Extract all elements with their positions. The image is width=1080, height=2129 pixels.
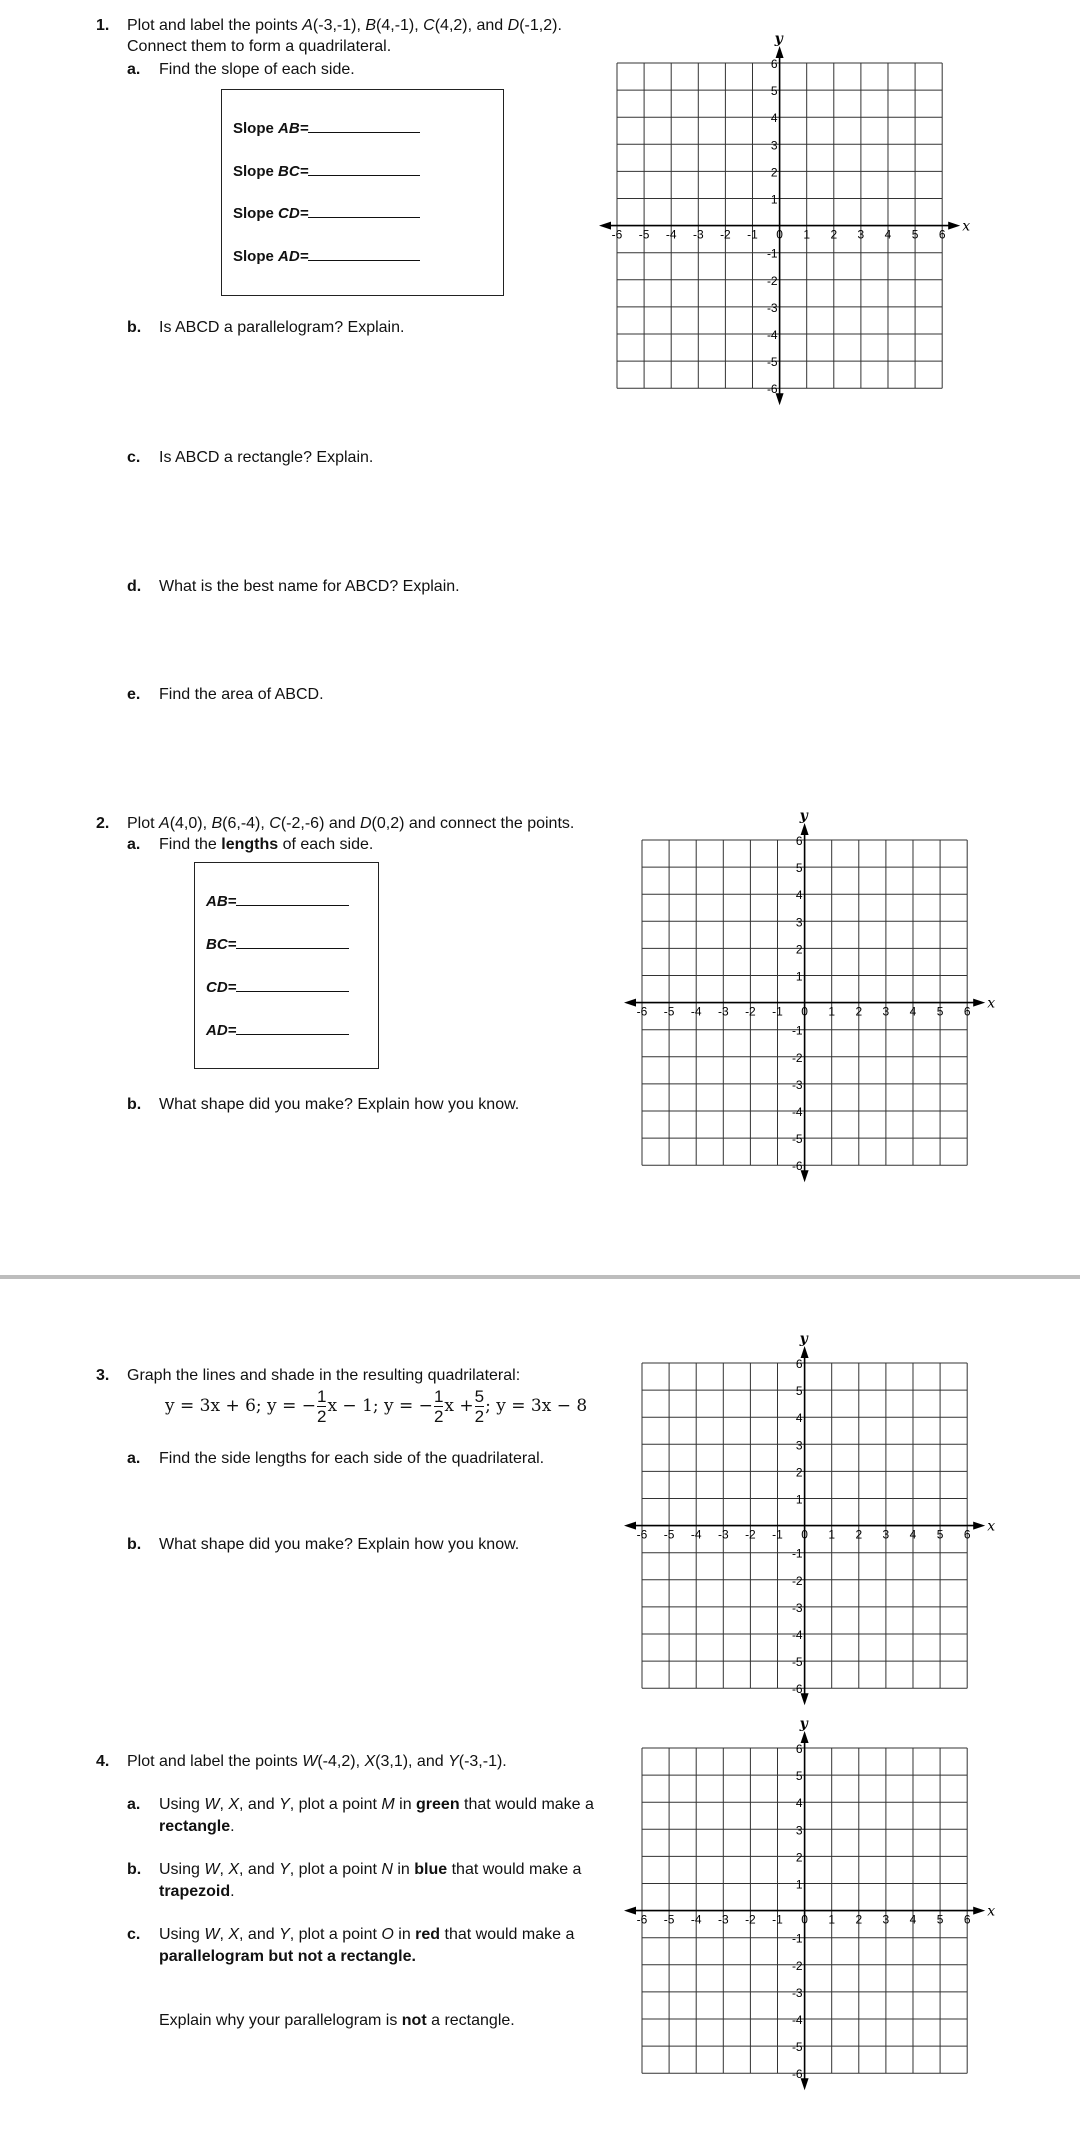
point-y-ref: Y [279,1926,290,1943]
q2b-label: b. [127,1096,142,1113]
q3b-text: What shape did you make? Explain how you know. [159,1536,520,1553]
point-b-label: B [365,17,377,34]
y-tick-label: -5 [791,1132,803,1147]
x-tick-label: -2 [745,1004,756,1019]
x-tick-label: 1 [828,1004,836,1019]
q1-text: (4,2), and [434,17,508,34]
x-tick-label: 4 [909,1527,917,1542]
y-tick-label: -4 [791,1627,803,1642]
fraction-numerator: 1 [433,1387,444,1406]
x-tick-label: -3 [692,227,704,242]
answer-blank[interactable] [236,1020,349,1035]
answer-blank[interactable] [308,203,420,218]
q1c-label: c. [127,449,141,466]
q4-explain-text: Explain why your parallelogram is [159,2012,402,2029]
x-tick-label: -6 [636,1004,648,1019]
length-answer-box [194,862,379,1069]
x-tick-label: -5 [663,1912,675,1927]
slope-bc-field[interactable] [233,161,420,180]
q4a-text: , [219,1796,229,1813]
y-tick-label: -6 [791,2067,803,2082]
point-b-label: B [211,815,223,832]
equals-sign: = [299,163,309,180]
slope-prefix: Slope [233,205,279,222]
segment-name: CD [278,205,300,222]
q4-explain-bold: not [401,2012,427,2029]
coordinate-grid-q4[interactable] [622,1715,1007,2093]
equals-sign: = [227,1022,237,1039]
length-ab-field[interactable] [206,891,349,910]
y-tick-label: 5 [770,84,778,99]
q1d-label: d. [127,578,142,595]
x-tick-label: 3 [882,1527,890,1542]
q3a-label: a. [127,1450,141,1467]
equals-sign: = [299,120,309,137]
point-x-ref: X [228,1926,240,1943]
y-tick-label: 5 [795,1384,803,1399]
y-tick-label: 2 [770,165,778,180]
slope-cd-field[interactable] [233,203,420,222]
point-c-label: C [269,815,281,832]
q1-prompt-line2: Connect them to form a quadrilateral. [127,38,392,55]
q4c-text: that would make a [440,1926,575,1943]
y-tick-label: -5 [766,355,778,370]
y-tick-label: 2 [795,942,803,957]
q1b-text: Is ABCD a parallelogram? Explain. [159,319,405,336]
equals-sign: = [227,893,237,910]
segment-name: AD [278,248,300,265]
x-tick-label: 1 [828,1912,836,1927]
point-x-ref: X [228,1796,240,1813]
y-tick-label: 2 [795,1850,803,1865]
y-tick-label: 5 [795,1769,803,1784]
q3-prompt-line1: Graph the lines and shade in the resulting quadrilateral: [127,1367,521,1384]
shape-trapezoid-word: trapezoid [159,1883,231,1900]
question-number-2: 2. [96,815,110,832]
q3b-label: b. [127,1536,142,1553]
x-tick-label: 3 [857,227,865,242]
x-tick-label: -4 [690,1004,702,1019]
q2-text: (6,-4), [222,815,270,832]
y-tick-label: 4 [795,888,803,903]
slope-prefix: Slope [233,120,279,137]
q4-explain-text: a rectangle. [426,2012,515,2029]
y-tick-label: -4 [791,2012,803,2027]
q4b-label: b. [127,1861,142,1878]
shape-parallelogram-phrase: parallelogram but not a rectangle. [159,1948,416,1965]
answer-blank[interactable] [308,161,420,176]
length-bc-field[interactable] [206,934,349,953]
y-tick-label: 4 [795,1796,803,1811]
y-tick-label: -1 [791,1931,803,1946]
point-c-label: C [423,17,435,34]
y-tick-label: 6 [795,1356,803,1371]
y-tick-label: -1 [766,246,778,261]
point-a-label: A [159,815,170,832]
y-tick-label: -2 [766,273,778,288]
length-ad-field[interactable] [206,1020,349,1039]
y-axis-label: y [799,1715,808,1732]
q4-explain [159,2011,515,2031]
q2-prompt-line1 [127,814,574,834]
y-axis-label: y [774,30,783,47]
axes [628,1350,981,1701]
equation-part: x − 1; y = − [327,1396,433,1416]
x-axis-right-arrow-icon [973,999,985,1007]
x-tick-label: 2 [855,1527,863,1542]
x-tick-label: -6 [636,1527,648,1542]
segment-name: AB [206,893,228,910]
x-tick-label: 2 [855,1004,863,1019]
point-w-ref: W [204,1796,220,1813]
y-tick-label: -4 [791,1104,803,1119]
y-tick-label: -3 [791,1600,803,1615]
point-w-ref: W [204,1926,220,1943]
answer-blank[interactable] [308,246,420,261]
slope-ab-field[interactable] [233,118,420,137]
color-blue-word: blue [414,1861,448,1878]
x-axis-right-arrow-icon [948,222,960,230]
segment-name: BC [206,936,228,953]
q4b-line2 [159,1882,235,1902]
equals-sign: = [299,248,309,265]
q1a-text: Find the slope of each side. [159,61,355,78]
q4a-line2 [159,1817,235,1837]
y-tick-label: -5 [791,2040,803,2055]
equals-sign: = [299,205,309,222]
point-w-label: W [302,1753,318,1770]
y-tick-label: 4 [770,111,778,126]
segment-name: BC [278,163,300,180]
fraction-numerator: 5 [474,1387,485,1406]
y-tick-label: 6 [770,56,778,71]
grid-svg [622,807,1007,1185]
x-tick-label: -3 [717,1912,729,1927]
x-tick-label: 0 [801,1527,808,1542]
x-tick-label: 5 [911,227,919,242]
y-tick-label: 6 [795,1741,803,1756]
x-tick-label: 3 [882,1004,890,1019]
q1d-text: What is the best name for ABCD? Explain. [159,578,460,595]
y-tick-label: 1 [795,969,803,984]
x-tick-label: -1 [772,1912,783,1927]
q4b-line1 [159,1860,581,1880]
slope-prefix: Slope [233,248,279,265]
axes [603,50,956,401]
q4a-text: . [230,1818,235,1835]
x-tick-label: 5 [936,1004,944,1019]
q1e-text: Find the area of ABCD. [159,686,324,703]
point-w-ref: W [204,1861,220,1878]
x-tick-label: 6 [963,1527,971,1542]
q3-equations [165,1388,587,1425]
y-tick-label: 3 [770,138,778,153]
x-tick-label: -4 [665,227,677,242]
x-tick-label: 0 [801,1004,808,1019]
shape-rectangle-word: rectangle [159,1818,231,1835]
q4b-text: . [230,1883,235,1900]
point-d-label: D [507,17,520,34]
y-tick-label: 2 [795,1465,803,1480]
q2-text: Plot [127,815,160,832]
equation-part: x + [444,1396,474,1416]
x-tick-label: 2 [830,227,838,242]
x-tick-label: 3 [882,1912,890,1927]
segment-name: CD [206,979,228,996]
q4a-label: a. [127,1796,141,1813]
x-tick-label: -5 [663,1004,675,1019]
q1-text: (-3,-1), [312,17,366,34]
y-tick-label: -2 [791,1573,803,1588]
x-tick-label: 1 [803,227,811,242]
x-tick-label: -3 [717,1004,729,1019]
question-number-3: 3. [96,1367,110,1384]
q4a-text: Using [159,1796,205,1813]
axes [628,1735,981,2086]
q4a-line1 [159,1795,594,1815]
x-axis-label: x [987,1903,996,1920]
x-tick-label: -6 [611,227,623,242]
x-tick-label: 4 [909,1912,917,1927]
y-tick-label: -5 [791,1655,803,1670]
answer-blank[interactable] [236,977,349,992]
coordinate-grid-q3[interactable] [622,1330,1007,1708]
q4-text: (3,1), and [375,1753,449,1770]
x-axis-right-arrow-icon [973,1522,985,1530]
point-a-label: A [302,17,313,34]
x-axis-left-arrow-icon [624,1907,636,1915]
q1e-label: e. [127,686,141,703]
q4c-text: , and [239,1926,280,1943]
y-tick-label: 3 [795,915,803,930]
q1a-label: a. [127,61,141,78]
y-tick-label: 4 [795,1411,803,1426]
x-tick-label: 5 [936,1912,944,1927]
x-tick-label: 6 [963,1004,971,1019]
q4c-text: , [219,1926,229,1943]
axes [628,827,981,1178]
x-tick-label: 1 [828,1527,836,1542]
y-tick-label: -2 [791,1050,803,1065]
y-tick-label: -4 [766,327,778,342]
q2-text: (-2,-6) and [280,815,360,832]
y-tick-label: 1 [770,192,778,207]
q1-text: Plot and label the points [127,17,303,34]
x-tick-label: 6 [963,1912,971,1927]
q3a-text: Find the side lengths for each side of the quadrilateral. [159,1450,545,1467]
q2a-text [159,835,373,855]
x-axis-label: x [962,218,971,235]
y-tick-label: -2 [791,1958,803,1973]
color-red-word: red [415,1926,441,1943]
q1-text: (-1,2). [519,17,562,34]
q4c-text: Using [159,1926,205,1943]
q2-text: (0,2) and connect the points. [371,815,575,832]
y-tick-label: -1 [791,1546,803,1561]
x-tick-label: -5 [638,227,650,242]
q4c-line1 [159,1925,574,1945]
fraction-denominator: 2 [474,1407,485,1426]
x-tick-label: 5 [936,1527,944,1542]
q1c-text: Is ABCD a rectangle? Explain. [159,449,374,466]
q1-text: (4,-1), [376,17,424,34]
x-axis-left-arrow-icon [624,999,636,1007]
q4b-text: , [219,1861,229,1878]
q4c-text: in [393,1926,416,1943]
x-tick-label: -4 [690,1912,702,1927]
answer-blank[interactable] [236,934,349,949]
q4a-text: , and [239,1796,280,1813]
coordinate-grid-q2[interactable] [622,807,1007,1185]
x-tick-label: 6 [938,227,946,242]
point-o-ref: O [381,1926,394,1943]
fraction-one-half [317,1388,326,1425]
point-x-label: X [364,1753,376,1770]
y-tick-label: 3 [795,1823,803,1838]
segment-name: AD [206,1022,228,1039]
answer-blank[interactable] [236,891,349,906]
y-tick-label: 6 [795,833,803,848]
point-n-ref: N [381,1861,393,1878]
segment-name: AB [278,120,300,137]
slope-ad-field[interactable] [233,246,420,265]
x-tick-label: -5 [663,1527,675,1542]
point-m-ref: M [381,1796,395,1813]
q2a-label: a. [127,836,141,853]
x-axis-label: x [987,995,996,1012]
fraction-five-halves [475,1388,484,1425]
y-tick-label: -3 [766,300,778,315]
y-axis-label: y [799,807,808,824]
q1-prompt-line1 [127,16,562,36]
q4-prompt-line1 [127,1752,507,1772]
x-axis-right-arrow-icon [973,1907,985,1915]
x-tick-label: -1 [772,1527,783,1542]
q2a-text-bold: lengths [221,836,279,853]
q4a-text: , plot a point [289,1796,382,1813]
q4-text: (-4,2), [317,1753,365,1770]
question-number-4: 4. [96,1753,110,1770]
x-tick-label: 0 [776,227,783,242]
q4-text: Plot and label the points [127,1753,303,1770]
slope-answer-box [221,89,504,296]
q4a-text: in [394,1796,417,1813]
x-tick-label: -6 [636,1912,648,1927]
q4b-text: that would make a [447,1861,582,1878]
q4a-text: that would make a [459,1796,594,1813]
question-number-1: 1. [96,17,110,34]
color-green-word: green [416,1796,460,1813]
y-tick-label: -6 [766,382,778,397]
x-tick-label: -2 [720,227,731,242]
q4b-text: , plot a point [289,1861,382,1878]
point-y-ref: Y [279,1861,290,1878]
q4c-line2 [159,1947,416,1967]
x-tick-label: 0 [801,1912,808,1927]
x-tick-label: -1 [747,227,758,242]
q1b-label: b. [127,319,142,336]
y-tick-label: 1 [795,1492,803,1507]
grid-svg [597,30,982,408]
q2a-text-post: of each side. [278,836,374,853]
q4c-label: c. [127,1926,141,1943]
point-d-label: D [359,815,372,832]
coordinate-grid-q1[interactable] [597,30,982,408]
slope-prefix: Slope [233,163,279,180]
y-tick-label: 1 [795,1877,803,1892]
answer-blank[interactable] [308,118,420,133]
q2a-text-pre: Find the [159,836,222,853]
fraction-denominator: 2 [433,1407,444,1426]
equation-part: y = 3x + 6; y = − [165,1396,316,1416]
grid-svg [622,1715,1007,2093]
x-tick-label: 4 [884,227,892,242]
fraction-one-half [434,1388,443,1425]
q4c-text: , plot a point [289,1926,382,1943]
point-y-ref: Y [279,1796,290,1813]
y-tick-label: 3 [795,1438,803,1453]
y-axis-label: y [799,1330,808,1347]
x-tick-label: 2 [855,1912,863,1927]
x-tick-label: 4 [909,1004,917,1019]
y-tick-label: -6 [791,1159,803,1174]
point-y-label: Y [448,1753,459,1770]
y-tick-label: -6 [791,1682,803,1697]
x-axis-left-arrow-icon [624,1522,636,1530]
page-divider [0,1275,1080,1279]
length-cd-field[interactable] [206,977,349,996]
x-tick-label: -2 [745,1912,756,1927]
equals-sign: = [227,936,237,953]
q4-text: (-3,-1). [458,1753,507,1770]
x-tick-label: -3 [717,1527,729,1542]
y-tick-label: 5 [795,861,803,876]
q4b-text: , and [239,1861,280,1878]
y-tick-label: -1 [791,1023,803,1038]
equals-sign: = [227,979,237,996]
q2b-text: What shape did you make? Explain how you know. [159,1096,520,1113]
grid-svg [622,1330,1007,1708]
equation-part: ; y = 3x − 8 [485,1396,588,1416]
x-axis-label: x [987,1518,996,1535]
y-tick-label: -3 [791,1077,803,1092]
x-tick-label: -1 [772,1004,783,1019]
point-x-ref: X [228,1861,240,1878]
q4b-text: in [392,1861,415,1878]
x-tick-label: -4 [690,1527,702,1542]
fraction-numerator: 1 [316,1387,327,1406]
x-axis-left-arrow-icon [599,222,611,230]
q2-text: (4,0), [169,815,212,832]
x-tick-label: -2 [745,1527,756,1542]
y-tick-label: -3 [791,1985,803,2000]
fraction-denominator: 2 [316,1407,327,1426]
q4b-text: Using [159,1861,205,1878]
